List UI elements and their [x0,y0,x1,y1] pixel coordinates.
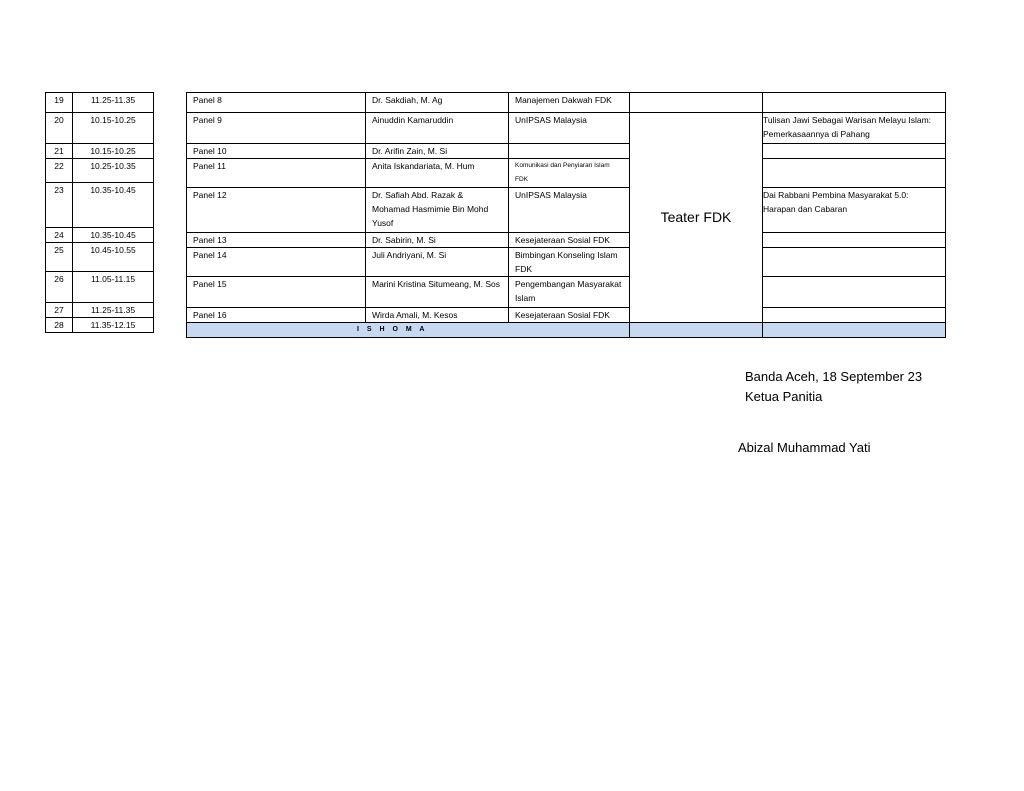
place-date: Banda Aceh, 18 September 23 [745,369,923,384]
institution-cell: Pengembangan Masyarakat Islam [509,277,630,308]
venue-cell [630,113,763,323]
row-time: 10.45-10.55 [73,243,154,272]
institution-cell: Kesejateraan Sosial FDK [509,233,630,248]
panel-cell: Panel 10 [187,144,366,159]
speaker-cell: Dr. Arifin Zain, M. Si [366,144,509,159]
row-number: 23 [46,183,73,228]
row-number: 22 [46,159,73,183]
row-time: 11.35-12.15 [73,318,154,333]
row-time: 10.35-10.45 [73,228,154,243]
institution-cell: Bimbingan Konseling Islam FDK [509,248,630,277]
signer-name: Abizal Muhammad Yati [738,440,871,455]
panel-cell: Panel 13 [187,233,366,248]
topic-cell [763,277,946,308]
table-row [46,303,154,318]
committee-role: Ketua Panitia [745,389,823,404]
panel-cell: Panel 8 [187,93,366,113]
panel-cell: Panel 14 [187,248,366,277]
speaker-cell: Dr. Sakdiah, M. Ag [366,93,509,113]
institution-cell: UnIPSAS Malaysia [509,188,630,233]
topic-cell [763,248,946,277]
panel-cell: Panel 11 [187,159,366,188]
row-number: 26 [46,272,73,303]
table-row [187,159,946,188]
panel-schedule-table [186,92,946,338]
table-row [187,93,946,113]
table-row [46,183,154,228]
speaker-cell: Dr. Sabirin, M. Si [366,233,509,248]
panel-cell: Panel 15 [187,277,366,308]
speaker-cell: Ainuddin Kamaruddin [366,113,509,144]
speaker-cell: Anita Iskandariata, M. Hum [366,159,509,188]
break-row [187,323,946,338]
speaker-cell: Dr. Safiah Abd. Razak & Mohamad Hasmimie Bin Mohd Yusof [366,188,509,233]
signature-block [745,367,922,407]
row-time: 10.35-10.45 [73,183,154,228]
table-row [46,228,154,243]
speaker-cell: Juli Andriyani, M. Si [366,248,509,277]
venue-label: Teater FDK [660,208,732,225]
row-number: 21 [46,144,73,159]
row-time: 10.15-10.25 [73,144,154,159]
institution-cell [509,144,630,159]
topic-cell [763,233,946,248]
row-number: 28 [46,318,73,333]
row-time: 10.15-10.25 [73,113,154,144]
break-venue-cell [630,323,763,338]
break-label: I S H O M A [187,323,630,338]
panel-cell: Panel 9 [187,113,366,144]
institution-cell: Kesejateraan Sosial FDK [509,308,630,323]
topic-cell [763,93,946,113]
topic-cell: Dai Rabbani Pembina Masyarakat 5.0: Harapan dan Cabaran [763,188,946,233]
table-row [46,144,154,159]
topic-cell [763,144,946,159]
speaker-cell: Wirda Amali, M. Kesos [366,308,509,323]
break-topic-cell [763,323,946,338]
table-row [187,144,946,159]
row-time: 11.25-11.35 [73,93,154,113]
row-time: 10.25-10.35 [73,159,154,183]
table-row [187,248,946,277]
row-number: 27 [46,303,73,318]
table-row [46,113,154,144]
venue-cell-empty [630,93,763,113]
table-row [187,308,946,323]
row-number: 25 [46,243,73,272]
institution-cell: Manajemen Dakwah FDK [509,93,630,113]
table-row [187,277,946,308]
table-row [46,93,154,113]
speaker-cell: Marini Kristina Situmeang, M. Sos [366,277,509,308]
row-number: 19 [46,93,73,113]
row-time: 11.25-11.35 [73,303,154,318]
row-time: 11.05-11.15 [73,272,154,303]
table-row [46,272,154,303]
panel-cell: Panel 12 [187,188,366,233]
panel-cell: Panel 16 [187,308,366,323]
table-row [46,318,154,333]
row-number: 20 [46,113,73,144]
table-row [187,113,946,144]
table-row [46,243,154,272]
row-number: 24 [46,228,73,243]
topic-cell: Tulisan Jawi Sebagai Warisan Melayu Islam: Pemerkasaannya di Pahang [763,113,946,144]
institution-cell: Komunikasi dan Penyiaran Islam FDK [509,159,630,188]
topic-cell [763,159,946,188]
table-row [187,188,946,233]
time-slot-table [45,92,154,333]
institution-cell: UnIPSAS Malaysia [509,113,630,144]
topic-cell [763,308,946,323]
table-row [46,159,154,183]
table-row [187,233,946,248]
